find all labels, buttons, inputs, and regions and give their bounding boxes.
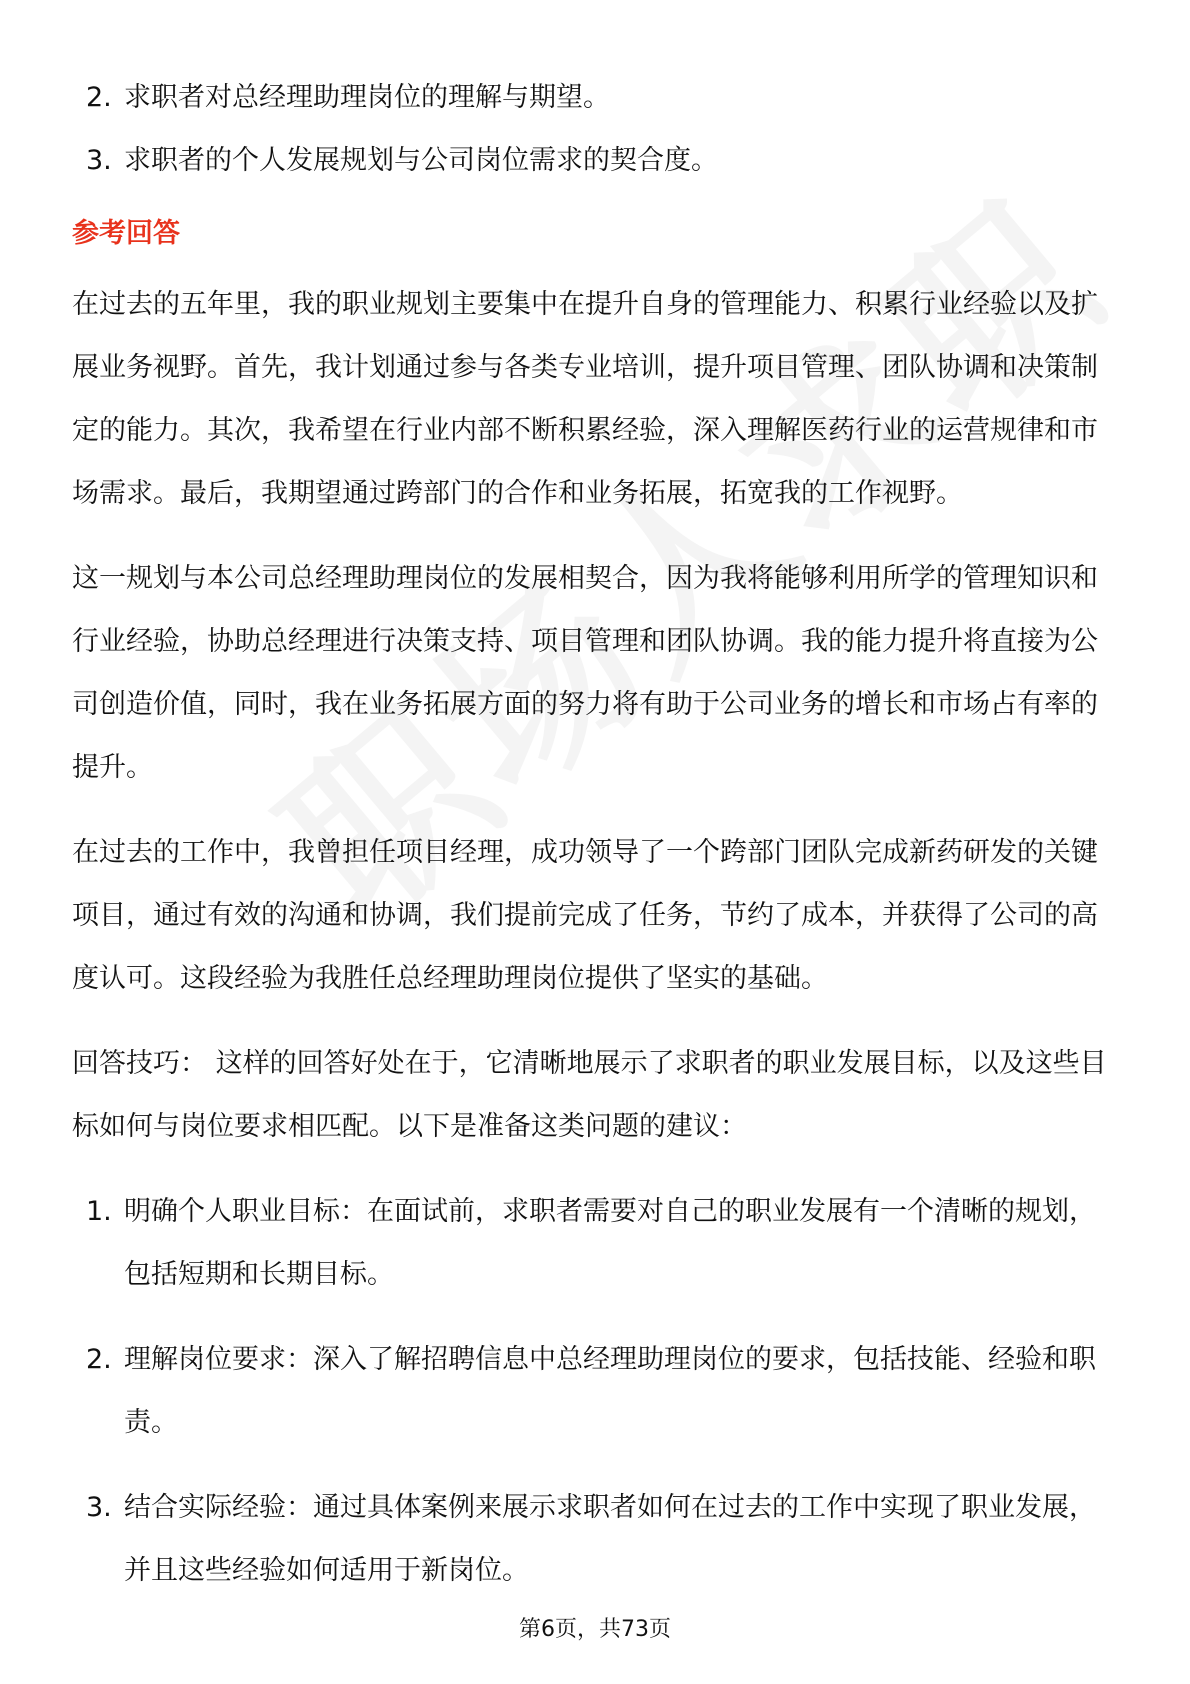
list-item: [72, 1180, 1122, 1306]
list-number: 3.: [86, 1492, 112, 1523]
list-text: 结合实际经验：通过具体案例来展示求职者如何在过去的工作中实现了职业发展，并且这些经验如何适用于新岗位。: [124, 1492, 1096, 1586]
list-text: 求职者对总经理助理岗位的理解与期望。: [124, 82, 610, 113]
list-text: 求职者的个人发展规划与公司岗位需求的契合度。: [124, 145, 718, 176]
answer-paragraph: 这一规划与本公司总经理助理岗位的发展相契合，因为我将能够利用所学的管理知识和行业经验，协助总经理进行决策支持、项目管理和团队协调。我的能力提升将直接为公司创造价值，同时，我在业务拓展方面的努力将有助于公司业务的增长和市场占有率的提升。: [72, 563, 1098, 783]
list-number: 1.: [86, 1196, 112, 1227]
answer-paragraph: 在过去的五年里，我的职业规划主要集中在提升自身的管理能力、积累行业经验以及扩展业务视野。首先，我计划通过参与各类专业培训，提升项目管理、团队协调和决策制定的能力。其次，我希望在行业内部不断积累经验，深入理解医药行业的运营规律和市场需求。最后，我期望通过跨部门的合作和业务拓展，拓宽我的工作视野。: [72, 289, 1098, 509]
tips-intro-paragraph: 回答技巧： 这样的回答好处在于，它清晰地展示了求职者的职业发展目标，以及这些目标如何与岗位要求相匹配。以下是准备这类问题的建议：: [72, 1048, 1107, 1142]
criteria-list: [72, 66, 1122, 192]
tips-list: [72, 1180, 1122, 1602]
list-item: [72, 1328, 1122, 1454]
list-item: [72, 1476, 1122, 1602]
list-item: [72, 129, 1122, 192]
section-heading: 参考回答: [72, 218, 180, 249]
list-item: [72, 66, 1122, 129]
page-content: [72, 66, 1122, 1624]
answer-paragraph: 在过去的工作中，我曾担任项目经理，成功领导了一个跨部门团队完成新药研发的关键项目，通过有效的沟通和协调，我们提前完成了任务，节约了成本，并获得了公司的高度认可。这段经验为我胜任总经理助理岗位提供了坚实的基础。: [72, 837, 1098, 994]
list-number: 3.: [86, 145, 112, 176]
list-text: 理解岗位要求：深入了解招聘信息中总经理助理岗位的要求，包括技能、经验和职责。: [124, 1344, 1096, 1438]
list-text: 明确个人职业目标：在面试前，求职者需要对自己的职业发展有一个清晰的规划，包括短期和长期目标。: [124, 1196, 1096, 1290]
list-number: 2.: [86, 1344, 112, 1375]
list-number: 2.: [86, 82, 112, 113]
page-number-footer: 第6页，共73页: [519, 1617, 671, 1642]
